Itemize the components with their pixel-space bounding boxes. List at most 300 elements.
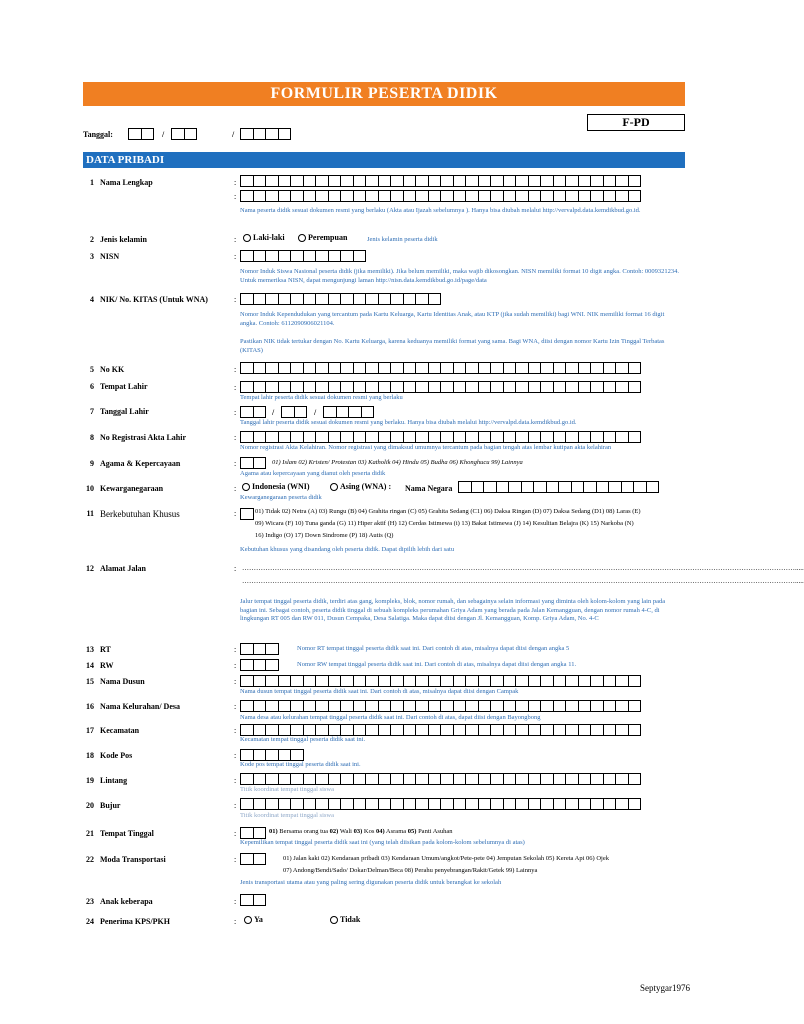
input-box[interactable] [578, 700, 592, 712]
input-box[interactable] [378, 175, 392, 187]
input-box[interactable] [281, 406, 295, 418]
input-box[interactable] [553, 724, 567, 736]
input-box[interactable] [240, 724, 254, 736]
input-box[interactable] [253, 431, 267, 443]
input-box[interactable] [415, 175, 429, 187]
input-box[interactable] [608, 481, 622, 493]
input-box[interactable] [128, 128, 142, 140]
input-box[interactable] [478, 675, 492, 687]
input-box[interactable] [290, 675, 304, 687]
input-box[interactable] [253, 700, 267, 712]
input-box[interactable] [490, 362, 504, 374]
input-box[interactable] [503, 773, 517, 785]
input-box[interactable] [540, 175, 554, 187]
input-box[interactable] [578, 724, 592, 736]
input-box[interactable] [390, 381, 404, 393]
input-box[interactable] [465, 700, 479, 712]
input-box[interactable] [253, 175, 267, 187]
radio-laki-laki[interactable]: Laki-laki [243, 233, 285, 242]
input-box[interactable] [528, 431, 542, 443]
input-box[interactable] [628, 362, 642, 374]
input-box[interactable] [565, 798, 579, 810]
input-box[interactable] [340, 362, 354, 374]
input-box[interactable] [403, 773, 417, 785]
input-box[interactable] [515, 724, 529, 736]
input-box[interactable] [353, 190, 367, 202]
input-box[interactable] [240, 128, 254, 140]
input-box[interactable] [403, 381, 417, 393]
input-box[interactable] [403, 700, 417, 712]
input-box[interactable] [290, 749, 304, 761]
input-box[interactable] [603, 773, 617, 785]
input-box[interactable] [578, 362, 592, 374]
input-box[interactable] [303, 431, 317, 443]
input-box[interactable] [378, 773, 392, 785]
input-box[interactable] [590, 431, 604, 443]
input-box[interactable] [390, 675, 404, 687]
input-box[interactable] [478, 190, 492, 202]
input-box[interactable] [490, 381, 504, 393]
input-box[interactable] [553, 431, 567, 443]
input-box[interactable] [615, 190, 629, 202]
input-box[interactable] [540, 773, 554, 785]
tanggal-year-boxes[interactable] [240, 128, 290, 140]
input-box[interactable] [415, 431, 429, 443]
input-box[interactable] [565, 362, 579, 374]
input-box[interactable] [553, 190, 567, 202]
input-box[interactable] [428, 175, 442, 187]
input-box[interactable] [403, 293, 417, 305]
input-box[interactable] [553, 381, 567, 393]
input-box[interactable] [490, 175, 504, 187]
input-box[interactable] [628, 381, 642, 393]
input-box[interactable] [303, 724, 317, 736]
input-box[interactable] [603, 362, 617, 374]
input-box[interactable] [590, 724, 604, 736]
input-box[interactable] [415, 724, 429, 736]
input-box[interactable] [615, 724, 629, 736]
input-box[interactable] [353, 381, 367, 393]
input-box[interactable] [390, 431, 404, 443]
input-box[interactable] [578, 798, 592, 810]
tanggal-day-boxes[interactable] [128, 128, 153, 140]
input-box[interactable] [290, 175, 304, 187]
input-box[interactable] [265, 724, 279, 736]
input-box[interactable] [240, 175, 254, 187]
input-box[interactable] [528, 700, 542, 712]
input-box[interactable] [294, 406, 308, 418]
input-box[interactable] [278, 250, 292, 262]
tanggal-lahir-month-boxes[interactable] [281, 406, 306, 418]
input-box[interactable] [278, 675, 292, 687]
input-box[interactable] [328, 675, 342, 687]
input-box[interactable] [528, 381, 542, 393]
input-box[interactable] [628, 773, 642, 785]
input-box[interactable] [478, 773, 492, 785]
input-box[interactable] [528, 190, 542, 202]
input-box[interactable] [353, 250, 367, 262]
input-box[interactable] [253, 128, 267, 140]
tanggal-lahir-year-boxes[interactable] [323, 406, 373, 418]
input-box[interactable] [365, 724, 379, 736]
input-box[interactable] [315, 798, 329, 810]
input-box[interactable] [615, 381, 629, 393]
input-box[interactable] [240, 827, 254, 839]
input-box[interactable] [303, 250, 317, 262]
nama-lengkap-boxes-line2[interactable] [240, 190, 640, 202]
input-box[interactable] [415, 190, 429, 202]
input-box[interactable] [415, 773, 429, 785]
nik-boxes[interactable] [240, 293, 440, 305]
alamat-line1[interactable]: …………………………………………………………………………………………………………………………………………………………………………………………………………………..... [242, 564, 804, 572]
input-box[interactable] [328, 773, 342, 785]
input-box[interactable] [240, 381, 254, 393]
input-box[interactable] [503, 724, 517, 736]
input-box[interactable] [565, 190, 579, 202]
input-box[interactable] [265, 749, 279, 761]
input-box[interactable] [490, 675, 504, 687]
input-box[interactable] [265, 128, 279, 140]
input-box[interactable] [515, 700, 529, 712]
input-box[interactable] [290, 190, 304, 202]
input-box[interactable] [415, 675, 429, 687]
input-box[interactable] [328, 175, 342, 187]
input-box[interactable] [253, 362, 267, 374]
input-box[interactable] [365, 381, 379, 393]
input-box[interactable] [478, 724, 492, 736]
input-box[interactable] [490, 724, 504, 736]
input-box[interactable] [315, 700, 329, 712]
input-box[interactable] [453, 798, 467, 810]
tanggal-lahir-day-boxes[interactable] [240, 406, 265, 418]
input-box[interactable] [240, 190, 254, 202]
input-box[interactable] [533, 481, 547, 493]
input-box[interactable] [428, 798, 442, 810]
input-box[interactable] [603, 724, 617, 736]
input-box[interactable] [465, 431, 479, 443]
input-box[interactable] [403, 724, 417, 736]
berkebutuhan-khusus-boxes[interactable] [240, 508, 253, 520]
input-box[interactable] [328, 250, 342, 262]
input-box[interactable] [253, 659, 267, 671]
input-box[interactable] [528, 773, 542, 785]
input-box[interactable] [596, 481, 610, 493]
input-box[interactable] [303, 798, 317, 810]
input-box[interactable] [353, 773, 367, 785]
input-box[interactable] [615, 431, 629, 443]
input-box[interactable] [615, 798, 629, 810]
input-box[interactable] [553, 362, 567, 374]
input-box[interactable] [328, 431, 342, 443]
input-box[interactable] [141, 128, 155, 140]
input-box[interactable] [553, 675, 567, 687]
input-box[interactable] [265, 643, 279, 655]
input-box[interactable] [621, 481, 635, 493]
input-box[interactable] [315, 293, 329, 305]
nisn-boxes[interactable] [240, 250, 365, 262]
input-box[interactable] [323, 406, 337, 418]
input-box[interactable] [415, 700, 429, 712]
input-box[interactable] [578, 431, 592, 443]
input-box[interactable] [353, 675, 367, 687]
input-box[interactable] [290, 724, 304, 736]
nama-lengkap-boxes-line1[interactable] [240, 175, 640, 187]
input-box[interactable] [440, 381, 454, 393]
input-box[interactable] [253, 749, 267, 761]
input-box[interactable] [415, 293, 429, 305]
input-box[interactable] [365, 675, 379, 687]
input-box[interactable] [315, 190, 329, 202]
input-box[interactable] [303, 175, 317, 187]
input-box[interactable] [465, 675, 479, 687]
input-box[interactable] [478, 431, 492, 443]
input-box[interactable] [565, 724, 579, 736]
no-kk-boxes[interactable] [240, 362, 640, 374]
input-box[interactable] [336, 406, 350, 418]
input-box[interactable] [590, 675, 604, 687]
input-box[interactable] [265, 175, 279, 187]
input-box[interactable] [453, 381, 467, 393]
input-box[interactable] [340, 381, 354, 393]
input-box[interactable] [540, 724, 554, 736]
input-box[interactable] [440, 773, 454, 785]
input-box[interactable] [428, 773, 442, 785]
input-box[interactable] [290, 362, 304, 374]
input-box[interactable] [578, 773, 592, 785]
input-box[interactable] [546, 481, 560, 493]
input-box[interactable] [328, 798, 342, 810]
input-box[interactable] [503, 798, 517, 810]
nama-negara-boxes[interactable] [458, 481, 658, 493]
input-box[interactable] [471, 481, 485, 493]
input-box[interactable] [603, 381, 617, 393]
input-box[interactable] [540, 798, 554, 810]
input-box[interactable] [565, 381, 579, 393]
no-registrasi-akta-boxes[interactable] [240, 431, 640, 443]
input-box[interactable] [590, 175, 604, 187]
input-box[interactable] [390, 293, 404, 305]
input-box[interactable] [440, 175, 454, 187]
input-box[interactable] [428, 362, 442, 374]
input-box[interactable] [403, 798, 417, 810]
input-box[interactable] [453, 773, 467, 785]
input-box[interactable] [615, 362, 629, 374]
input-box[interactable] [253, 827, 267, 839]
input-box[interactable] [453, 700, 467, 712]
input-box[interactable] [578, 675, 592, 687]
input-box[interactable] [278, 190, 292, 202]
alamat-line2[interactable]: …………………………………………………………………………………………………………………………………………………………………………………………………………………..... [242, 577, 804, 585]
input-box[interactable] [440, 798, 454, 810]
input-box[interactable] [428, 675, 442, 687]
radio-wni[interactable]: Indonesia (WNI) [242, 482, 310, 491]
input-box[interactable] [403, 190, 417, 202]
input-box[interactable] [340, 773, 354, 785]
input-box[interactable] [328, 724, 342, 736]
input-box[interactable] [378, 362, 392, 374]
input-box[interactable] [428, 293, 442, 305]
input-box[interactable] [265, 362, 279, 374]
input-box[interactable] [503, 675, 517, 687]
input-box[interactable] [240, 798, 254, 810]
agama-boxes[interactable] [240, 457, 265, 469]
input-box[interactable] [340, 175, 354, 187]
input-box[interactable] [565, 431, 579, 443]
input-box[interactable] [253, 250, 267, 262]
input-box[interactable] [578, 190, 592, 202]
input-box[interactable] [303, 381, 317, 393]
input-box[interactable] [390, 700, 404, 712]
kecamatan-boxes[interactable] [240, 724, 640, 736]
input-box[interactable] [565, 773, 579, 785]
input-box[interactable] [253, 724, 267, 736]
input-box[interactable] [265, 700, 279, 712]
input-box[interactable] [590, 381, 604, 393]
input-box[interactable] [478, 381, 492, 393]
input-box[interactable] [628, 190, 642, 202]
input-box[interactable] [253, 406, 267, 418]
input-box[interactable] [390, 798, 404, 810]
input-box[interactable] [465, 190, 479, 202]
input-box[interactable] [303, 293, 317, 305]
input-box[interactable] [290, 431, 304, 443]
input-box[interactable] [315, 381, 329, 393]
input-box[interactable] [290, 250, 304, 262]
input-box[interactable] [490, 431, 504, 443]
input-box[interactable] [378, 293, 392, 305]
input-box[interactable] [353, 431, 367, 443]
input-box[interactable] [328, 362, 342, 374]
input-box[interactable] [615, 175, 629, 187]
kelurahan-desa-boxes[interactable] [240, 700, 640, 712]
input-box[interactable] [278, 293, 292, 305]
input-box[interactable] [240, 749, 254, 761]
input-box[interactable] [458, 481, 472, 493]
input-box[interactable] [490, 798, 504, 810]
input-box[interactable] [590, 190, 604, 202]
rt-boxes[interactable] [240, 643, 278, 655]
input-box[interactable] [521, 481, 535, 493]
input-box[interactable] [453, 431, 467, 443]
input-box[interactable] [265, 659, 279, 671]
input-box[interactable] [440, 724, 454, 736]
input-box[interactable] [240, 362, 254, 374]
input-box[interactable] [528, 798, 542, 810]
input-box[interactable] [240, 508, 254, 520]
lintang-boxes[interactable] [240, 773, 640, 785]
input-box[interactable] [378, 431, 392, 443]
input-box[interactable] [278, 749, 292, 761]
input-box[interactable] [348, 406, 362, 418]
input-box[interactable] [465, 362, 479, 374]
input-box[interactable] [265, 190, 279, 202]
input-box[interactable] [378, 675, 392, 687]
input-box[interactable] [603, 798, 617, 810]
radio-tidak[interactable]: Tidak [330, 915, 360, 924]
input-box[interactable] [483, 481, 497, 493]
input-box[interactable] [453, 175, 467, 187]
input-box[interactable] [378, 724, 392, 736]
input-box[interactable] [378, 798, 392, 810]
input-box[interactable] [403, 362, 417, 374]
input-box[interactable] [515, 381, 529, 393]
input-box[interactable] [503, 362, 517, 374]
input-box[interactable] [440, 700, 454, 712]
input-box[interactable] [515, 773, 529, 785]
input-box[interactable] [440, 431, 454, 443]
input-box[interactable] [315, 431, 329, 443]
input-box[interactable] [290, 381, 304, 393]
input-box[interactable] [478, 175, 492, 187]
input-box[interactable] [328, 293, 342, 305]
input-box[interactable] [278, 773, 292, 785]
input-box[interactable] [403, 431, 417, 443]
input-box[interactable] [303, 190, 317, 202]
input-box[interactable] [528, 675, 542, 687]
input-box[interactable] [365, 293, 379, 305]
input-box[interactable] [440, 362, 454, 374]
input-box[interactable] [440, 190, 454, 202]
input-box[interactable] [540, 381, 554, 393]
input-box[interactable] [590, 773, 604, 785]
input-box[interactable] [353, 362, 367, 374]
input-box[interactable] [540, 700, 554, 712]
input-box[interactable] [315, 675, 329, 687]
input-box[interactable] [390, 362, 404, 374]
input-box[interactable] [590, 700, 604, 712]
input-box[interactable] [515, 675, 529, 687]
input-box[interactable] [240, 659, 254, 671]
input-box[interactable] [278, 431, 292, 443]
input-box[interactable] [365, 190, 379, 202]
input-box[interactable] [290, 798, 304, 810]
input-box[interactable] [503, 381, 517, 393]
input-box[interactable] [361, 406, 375, 418]
input-box[interactable] [303, 675, 317, 687]
input-box[interactable] [365, 362, 379, 374]
tempat-tinggal-boxes[interactable] [240, 827, 265, 839]
input-box[interactable] [496, 481, 510, 493]
input-box[interactable] [340, 250, 354, 262]
input-box[interactable] [265, 798, 279, 810]
input-box[interactable] [603, 700, 617, 712]
input-box[interactable] [315, 250, 329, 262]
nama-dusun-boxes[interactable] [240, 675, 640, 687]
input-box[interactable] [578, 381, 592, 393]
input-box[interactable] [340, 675, 354, 687]
input-box[interactable] [465, 798, 479, 810]
radio-ya[interactable]: Ya [244, 915, 263, 924]
input-box[interactable] [515, 798, 529, 810]
input-box[interactable] [453, 724, 467, 736]
input-box[interactable] [378, 190, 392, 202]
input-box[interactable] [315, 175, 329, 187]
input-box[interactable] [253, 853, 267, 865]
input-box[interactable] [353, 293, 367, 305]
input-box[interactable] [490, 773, 504, 785]
input-box[interactable] [503, 190, 517, 202]
input-box[interactable] [315, 724, 329, 736]
input-box[interactable] [253, 457, 267, 469]
input-box[interactable] [553, 700, 567, 712]
input-box[interactable] [353, 175, 367, 187]
input-box[interactable] [478, 362, 492, 374]
input-box[interactable] [290, 773, 304, 785]
input-box[interactable] [240, 293, 254, 305]
input-box[interactable] [240, 700, 254, 712]
input-box[interactable] [378, 381, 392, 393]
input-box[interactable] [365, 431, 379, 443]
